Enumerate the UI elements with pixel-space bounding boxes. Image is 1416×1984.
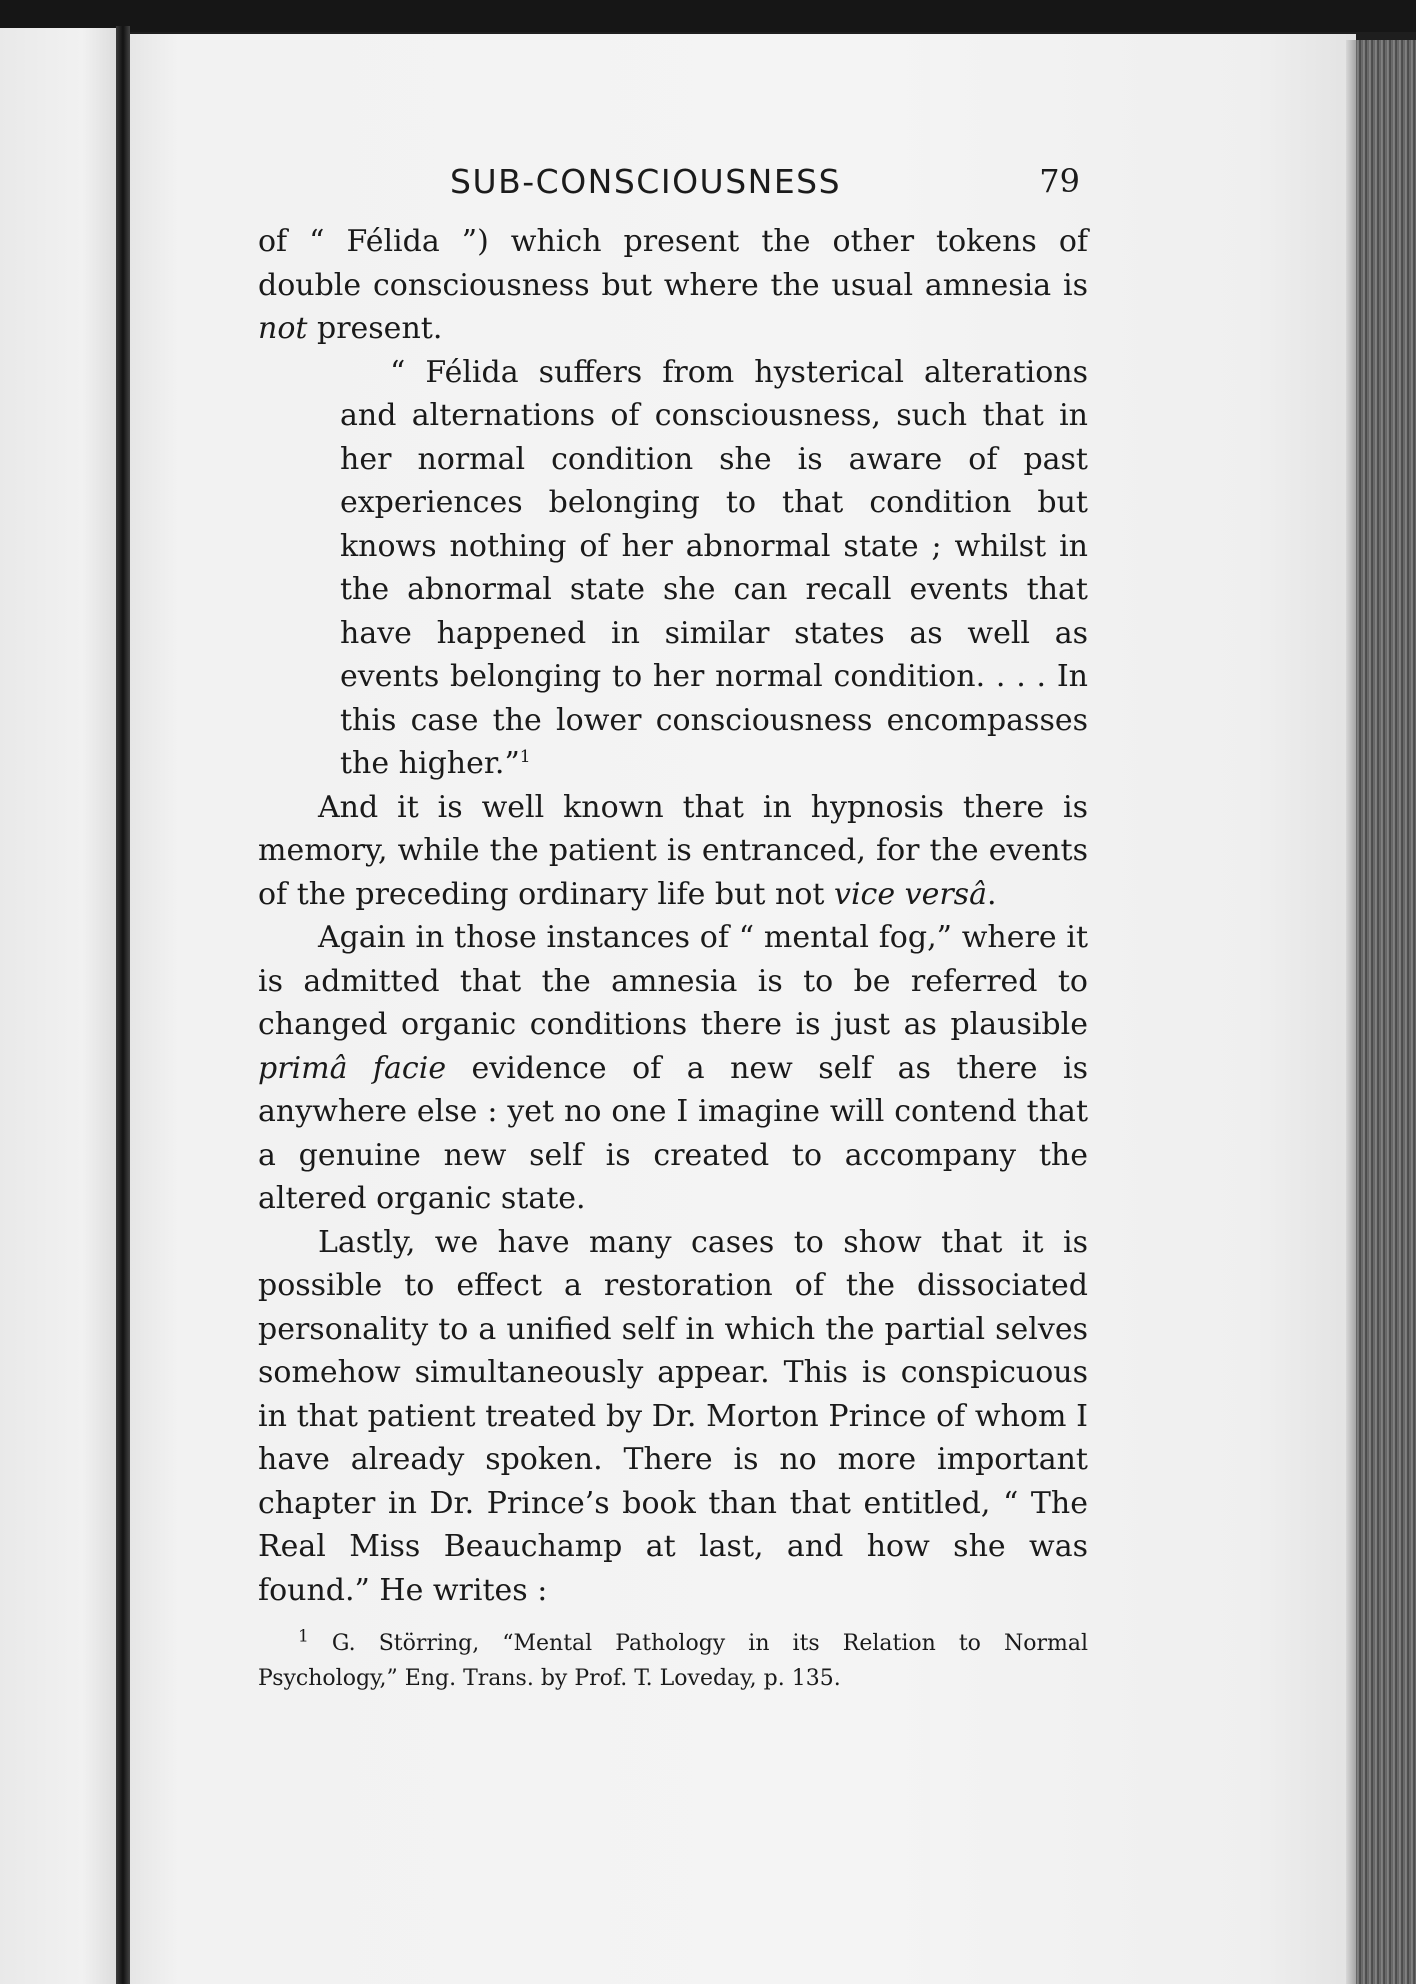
running-head: SUB-CONSCIOUSNESS	[450, 162, 842, 201]
footnote	[258, 1626, 1088, 1696]
footnote-reference: 1	[519, 747, 531, 767]
previous-page-edge	[0, 28, 118, 1984]
italic-text: not	[258, 311, 308, 346]
scan-top-edge	[0, 0, 1416, 32]
stacked-page-edges	[1356, 40, 1416, 1984]
paragraph-mental-fog	[258, 916, 1088, 1221]
page-number: 79	[1039, 162, 1080, 200]
paragraph-text: present.	[307, 311, 443, 346]
paragraph-text: Again in those instances of “ mental fog,” where it is admitted that the amnesia is to be referred to changed organic conditions there is just as plausible	[258, 920, 1088, 1042]
italic-text: primâ facie	[258, 1050, 447, 1086]
paragraph-restoration: Lastly, we have many cases to show that it is possible to effect a restoration of the dissociated personality to a unified self in which the partial selves somehow simultaneously appear. This is conspicuous in that patient treated by Dr. Morton Prince of whom I have already spoken. There is no more important chapter in Dr. Prince’s book than that entitled, “ The Real Miss Beauchamp at last, and how she was found.” He writes :	[258, 1224, 1088, 1608]
book-gutter	[116, 26, 130, 1984]
quote-paragraph	[340, 351, 1088, 786]
block-quote	[340, 351, 1088, 786]
footnote-text: G. Störring, “Mental Pathology in its Relation to Normal Psychology,” Eng. Trans. by Prof. T. Loveday, p. 135.	[258, 1631, 1088, 1691]
footnote-mark: 1	[298, 1626, 309, 1647]
quote-text: “ Félida suffers from hysterical alterations and alternations of consciousness, such that in her normal condition she is aware of past experiences belonging to that condition but knows nothing of her abnormal state ; whilst in the abnormal state she can recall events that have happened in similar states as well as events belonging to her normal condition. . . . In this case the lower consciousness encompasses the higher.”	[340, 354, 1088, 781]
paragraph-text: .	[986, 876, 997, 912]
page-text-block	[258, 150, 1088, 1696]
paragraph-text: of “ Félida ”) which present the other tokens of double consciousness but where the usual amnesia is	[258, 224, 1088, 303]
paragraph-hypnosis	[258, 786, 1088, 917]
paragraph-continuation	[258, 220, 1088, 351]
paragraph-text: And it is well known that in hypnosis there is memory, while the patient is entranced, for the events of the preceding ordinary life but not	[258, 789, 1088, 912]
italic-text: vice versâ	[834, 876, 987, 912]
paragraph-text: evidence of a new self as there is anywhere else : yet no one I imagine will contend that a genuine new self is created to accompany the altered organic state.	[258, 1050, 1088, 1216]
page-header	[258, 150, 1088, 220]
